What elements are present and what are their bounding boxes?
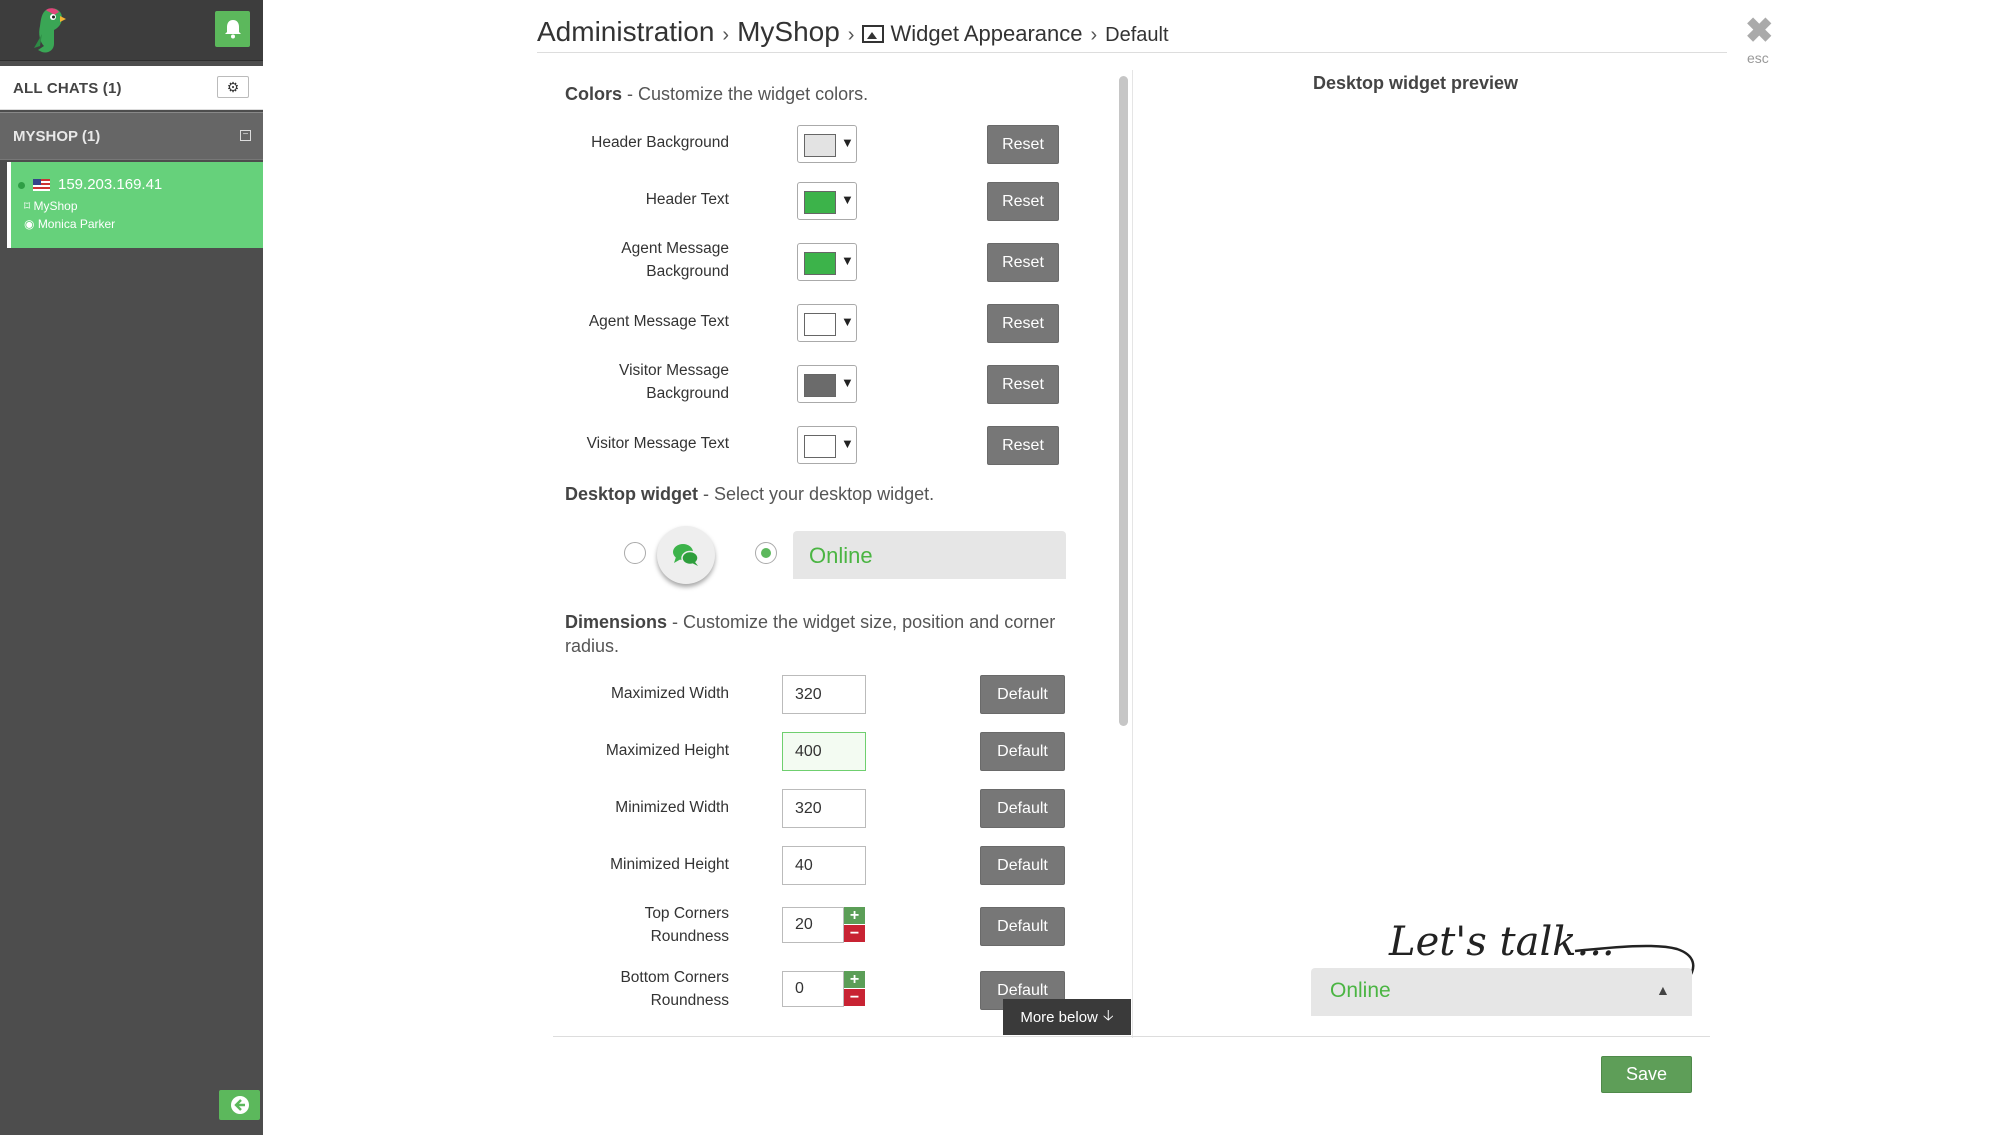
form-scrollbar-thumb[interactable] [1119,76,1128,726]
decrement-minus-icon[interactable]: − [844,925,865,942]
bubble-widget-option[interactable] [657,526,715,584]
dimension-label: Maximized Height [605,742,729,759]
minimized-height-input[interactable] [782,846,866,885]
reset-button[interactable]: Reset [987,304,1059,343]
dimension-label: Minimized Height [610,856,729,873]
arrow-left-circle-icon [230,1095,250,1115]
dimension-label: Top Corners Roundness [644,905,729,945]
image-icon [862,25,884,43]
colors-section-title [565,84,868,105]
color-picker[interactable] [797,365,857,403]
chat-group-myshop[interactable] [0,112,263,160]
color-picker[interactable] [797,243,857,281]
color-picker[interactable] [797,426,857,464]
bell-icon [224,19,242,39]
color-picker[interactable] [797,304,857,342]
breadcrumb-widget-appearance-label: Widget Appearance [890,21,1083,46]
eye-icon: ◉ [24,217,38,231]
dimension-label: Minimized Width [615,799,729,816]
reset-button[interactable]: Reset [987,182,1059,221]
dimension-label: Bottom Corners Roundness [620,969,729,1009]
visitor-ip: 159.203.169.41 [58,176,163,193]
color-picker[interactable] [797,182,857,220]
tagline-text: Let's talk... [1389,919,1615,965]
sidebar [0,0,263,1135]
bar-widget-option[interactable]: Online [793,531,1066,579]
dropdown-arrow-icon: ▼ [841,375,854,390]
dimensions-subtitle: - Customize the widget size, position and corner radius. [565,612,1056,656]
color-row-label: Header Background [591,134,729,151]
panel-divider [1132,70,1133,1038]
desktop-widget-title: Desktop widget [565,484,699,504]
breadcrumb-separator: › [722,24,730,46]
save-button[interactable]: Save [1601,1056,1692,1093]
colors-subtitle: - Customize the widget colors. [622,84,869,104]
sidebar-topbar [0,0,263,61]
reset-button[interactable]: Reset [987,426,1059,465]
minimized-width-input[interactable] [782,789,866,828]
color-row-label: Agent Message Text [588,313,729,330]
default-button[interactable]: Default [980,971,1065,1010]
dimension-label: Maximized Width [611,685,729,702]
breadcrumb-administration[interactable]: Administration [537,16,715,47]
collapse-icon[interactable]: − [240,130,251,141]
online-status-dot [18,182,25,189]
color-swatch [804,191,836,214]
back-button[interactable] [219,1090,260,1120]
more-below-button[interactable] [1003,999,1131,1035]
header-divider [537,52,1727,53]
top-corners-input[interactable] [782,907,844,943]
color-row-label: Visitor Message Text [586,435,729,452]
bubble-widget-radio[interactable] [624,542,646,564]
dropdown-arrow-icon: ▼ [841,135,854,150]
dimensions-section-title [565,610,1105,658]
esc-label: esc [1747,50,1769,66]
default-button[interactable]: Default [980,907,1065,946]
group-label: MYSHOP (1) [13,128,101,145]
bar-widget-radio[interactable] [755,542,777,564]
default-button[interactable]: Default [980,675,1065,714]
settings-form [553,70,1113,1038]
maximized-height-input[interactable] [782,732,866,771]
chat-list-item[interactable] [7,162,263,248]
breadcrumb-widget-appearance[interactable] [862,21,1082,47]
color-swatch [804,134,836,157]
dropdown-arrow-icon: ▼ [841,314,854,329]
all-chats-label: ALL CHATS (1) [13,80,122,97]
us-flag-icon [33,179,50,191]
dropdown-arrow-icon: ▼ [841,192,854,207]
colors-title: Colors [565,84,623,104]
color-row-label: Header Text [645,191,729,208]
increment-plus-icon[interactable]: + [844,907,865,924]
gear-icon: ⚙ [226,78,240,95]
chat-settings-button[interactable] [217,76,249,98]
default-button[interactable]: Default [980,846,1065,885]
color-swatch [804,252,836,275]
parrot-logo-icon [24,4,72,52]
color-row-label: Agent Message Background [621,240,729,280]
dimensions-title: Dimensions [565,612,668,632]
breadcrumb-myshop[interactable]: MyShop [737,16,840,47]
bottom-corners-input[interactable] [782,971,844,1007]
desktop-widget-subtitle: - Select your desktop widget. [698,484,935,504]
dropdown-arrow-icon: ▼ [841,436,854,451]
desktop-widget-section-title [565,484,934,505]
increment-plus-icon[interactable]: + [844,971,865,988]
arrow-down-icon: 🡣 [1102,1006,1114,1024]
bookmark-icon: ⌑ [24,199,34,213]
color-picker[interactable] [797,125,857,163]
all-chats-header[interactable] [0,66,263,110]
more-below-label: More below [1020,1008,1098,1026]
maximized-width-input[interactable] [782,675,866,714]
notifications-bell-button[interactable] [215,11,250,47]
reset-button[interactable]: Reset [987,243,1059,282]
chat-shop-name: MyShop [33,199,78,213]
breadcrumb-default: Default [1105,24,1169,46]
reset-button[interactable]: Reset [987,365,1059,404]
reset-button[interactable]: Reset [987,125,1059,164]
footer-divider [553,1036,1710,1037]
color-swatch [804,313,836,336]
color-swatch [804,435,836,458]
chat-agent-line [24,217,115,231]
preview-widget-bar[interactable] [1311,968,1692,1016]
decrement-minus-icon[interactable]: − [844,989,865,1006]
preview-widget-label: Online [1330,979,1391,1002]
close-icon[interactable]: ✖ [1745,12,1774,50]
chat-bubbles-icon [671,542,701,568]
breadcrumb [537,16,1169,48]
color-swatch [804,374,836,397]
chat-agent-name: Monica Parker [37,217,116,231]
chevron-up-icon: ▲ [1656,982,1670,998]
preview-title: Desktop widget preview [1313,73,1519,93]
default-button[interactable]: Default [980,732,1065,771]
breadcrumb-separator: › [1090,24,1098,46]
dropdown-arrow-icon: ▼ [841,253,854,268]
color-row-label: Visitor Message Background [619,362,729,402]
default-button[interactable]: Default [980,789,1065,828]
breadcrumb-separator: › [847,24,855,46]
chat-shop-line [24,199,78,213]
